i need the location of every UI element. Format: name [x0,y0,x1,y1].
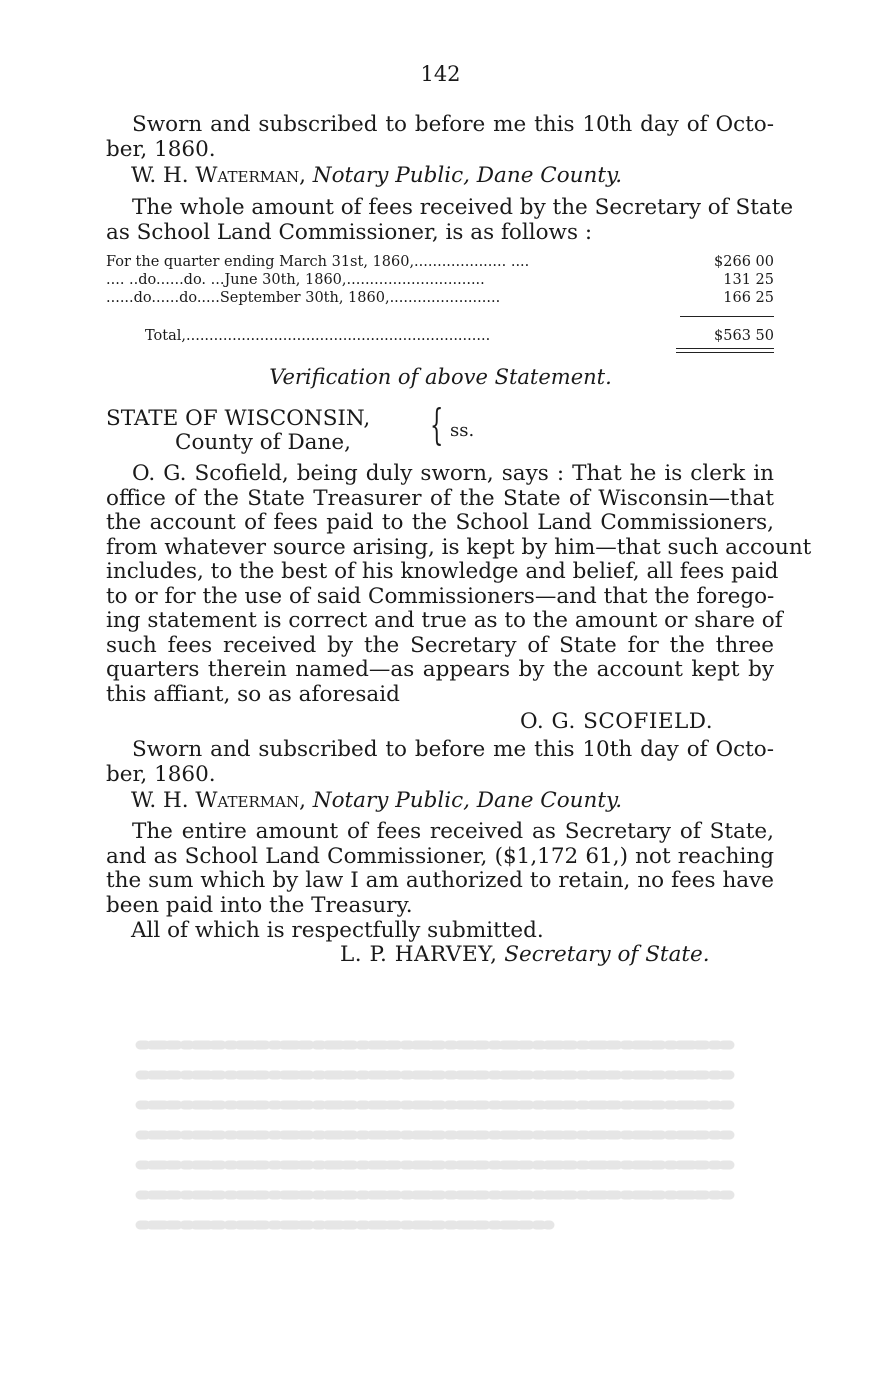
oath-line: ber, 1860. [106,761,216,787]
notary-title: Notary Public, Dane County. [312,163,623,188]
fees-row-amount: 166 25 [723,290,774,306]
conclusion-line: been paid into the Treasury. [106,892,413,918]
venue-brace: { [430,400,444,449]
secretary-name: L. P. HARVEY, [340,942,498,967]
fees-intro-paragraph [106,195,794,245]
fees-intro-line: The whole amount of fees received by the Secretary of State [132,195,794,220]
fees-row-label: For the quarter ending March 31st, 1860,.................... .... [106,254,530,270]
oath-line: Sworn and subscribed to before me this 10th day of Octo- [132,737,774,762]
venue-county: County of Dane, [175,430,351,455]
total-double-rule-bottom [676,352,774,353]
fees-table-row [106,290,774,308]
notary-signature-2 [131,788,622,813]
fees-row-amount: 131 25 [723,272,774,288]
affidavit-line: ing statement is correct and true as to the amount or share of [106,608,783,633]
secretary-title: Secretary of State. [504,942,710,967]
fees-row-amount: $266 00 [714,254,774,270]
closing-line: All of which is respectfully submitted. [131,918,544,943]
fees-total-amount: $563 50 [714,328,774,344]
total-double-rule-top [676,348,774,349]
verification-heading: Verification of above Statement. [269,365,612,389]
oath-line: Sworn and subscribed to before me this 10th day of Octo- [132,112,774,137]
notary-signature-1 [131,163,622,188]
fees-total-row [145,328,774,346]
fees-row-label: .... ..do......do. ...June 30th, 1860,.............................. [106,272,485,288]
notary-title: Notary Public, Dane County. [312,788,623,813]
page-number: 142 [420,62,461,86]
notary-name: W. H. Waterman, [131,163,306,188]
affidavit-line: O. G. Scofield, being duly sworn, says : That he is clerk in [132,461,774,486]
venue-state: STATE OF WISCONSIN, [106,406,371,431]
affidavit-paragraph [106,461,812,707]
venue-ss: ss. [450,420,475,441]
conclusion-paragraph [106,820,774,918]
affiant-signature: O. G. SCOFIELD. [520,709,714,734]
conclusion-line: the sum which by law I am authorized to retain, no fees have [106,868,774,893]
oath-paragraph-1 [106,113,774,162]
affidavit-line: office of the State Treasurer of the State of Wisconsin—that [106,485,774,511]
fees-row-label: ......do......do.....September 30th, 1860,........................ [106,290,501,306]
conclusion-line: The entire amount of fees received as Secretary of State, [132,819,774,844]
fees-total-label: Total,.................................................................. [145,328,491,344]
fees-table-row [106,254,774,272]
oath-line: ber, 1860. [106,136,216,162]
fees-table-row [106,272,774,290]
affidavit-line: such fees received by the Secretary of State for the three [106,632,774,658]
secretary-signature [340,942,710,967]
affidavit-line: to or for the use of said Commissioners—and that the forego- [106,583,775,609]
notary-name: W. H. Waterman, [131,788,306,813]
subtotal-rule [680,316,774,317]
affidavit-line: the account of fees paid to the School Land Commissioners, [106,510,774,535]
affidavit-line: quarters therein named—as appears by the account kept by [106,657,774,682]
fees-intro-line: as School Land Commissioner, is as follows : [106,219,593,245]
affidavit-line: from whatever source arising, is kept by him—that such account [106,534,812,560]
conclusion-line: and as School Land Commissioner, ($1,172 61,) not reaching [106,843,774,869]
bleed-through-texture [130,1030,750,1260]
affidavit-line: this affiant, so as aforesaid [106,681,400,707]
affidavit-line: includes, to the best of his knowledge and belief, all fees paid [106,559,779,584]
oath-paragraph-2 [106,738,774,787]
